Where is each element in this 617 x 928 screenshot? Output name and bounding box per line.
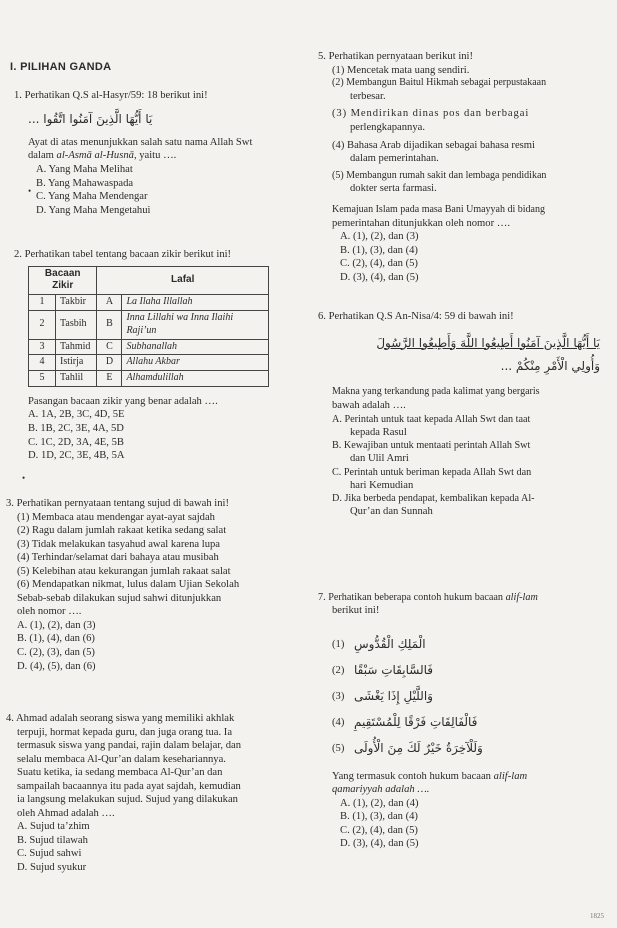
- q3-item-3: (3) Tidak melakukan tasyahud awal karena lupa: [17, 538, 220, 550]
- q3-item-4: (4) Terhindar/selamat dari bahaya atau musibah: [17, 552, 219, 564]
- q3-question-line2: oleh nomor ….: [17, 606, 82, 618]
- q7-item-arabic: فَالْفَالِقَاتِ فَرْقًا لِلْمُسْتَقِيمِ: [354, 714, 478, 729]
- question-2: [14, 248, 299, 463]
- q4-line-8: oleh Ahmad adalah ….: [17, 807, 115, 819]
- q4-line-1: 4. Ahmad adalah seorang siswa yang memiliki akhlak: [6, 713, 235, 724]
- q3-stem: 3. Perhatikan pernyataan tentang sujud di bawah ini!: [6, 498, 229, 509]
- row-name: Tasbih: [56, 310, 97, 339]
- table-row: [29, 310, 269, 339]
- q4-line-5: Suatu ketika, ia sedang membaca Al-Qur’an dan: [17, 767, 223, 779]
- q7-item: [332, 632, 614, 658]
- q2-option-c[interactable]: C. 1C, 2D, 3A, 4E, 5B: [28, 436, 124, 448]
- q1-line1: Ayat di atas menunjukkan salah satu nama Allah Swt: [28, 136, 253, 148]
- question-5: [318, 50, 614, 285]
- q3-item-6: (6) Mendapatkan nikmat, lulus dalam Ujian Sekolah: [17, 579, 240, 591]
- q4-line-6: sampailah bacaannya itu pada ayat sajdah, kemudian: [17, 780, 241, 792]
- q5-item-2-cont: terbesar.: [350, 90, 386, 102]
- q1-option-d[interactable]: D. Yang Maha Mengetahui: [36, 204, 151, 216]
- q7-item: [332, 684, 614, 710]
- q4-line-3: termasuk siswa yang pandai, rajin dalam belajar, dan: [17, 740, 242, 752]
- row-no: 2: [29, 310, 56, 339]
- q6-stem: 6. Perhatikan Q.S An-Nisa/4: 59 di bawah ini!: [318, 311, 514, 322]
- table-row: [29, 295, 269, 311]
- q2-question: Pasangan bacaan zikir yang benar adalah ….: [28, 395, 218, 407]
- q7-item-num: (4): [332, 716, 345, 728]
- row-lafal: Allahu Akbar: [122, 355, 269, 371]
- q6-option-b[interactable]: B. Kewajiban untuk mentaati perintah Allah Swt: [332, 440, 531, 452]
- q4-option-c[interactable]: C. Sujud sahwi: [17, 848, 82, 860]
- q1-stem: 1. Perhatikan Q.S al-Hasyr/59: 18 berikut ini!: [14, 90, 208, 101]
- q7-stem-line2: berikut ini!: [332, 605, 380, 617]
- q5-option-d[interactable]: D. (3), (4), dan (5): [340, 271, 419, 283]
- table-header-lafal: Lafal: [97, 266, 269, 295]
- q7-question-line1: Yang termasuk contoh hukum bacaan alif-lam: [332, 770, 528, 782]
- row-name: Tahmid: [56, 339, 97, 355]
- q7-stem-line1: 7. Perhatikan beberapa contoh hukum bacaan alif-lam: [318, 592, 538, 603]
- q7-item-num: (3): [332, 690, 345, 702]
- q3-item-2: (2) Ragu dalam jumlah rakaat ketika sedang salat: [17, 525, 227, 537]
- q4-line-4: selalu membaca Al-Qur’an dalam kesehariannya.: [17, 753, 226, 765]
- q7-item-num: (5): [332, 742, 345, 754]
- q5-option-c[interactable]: C. (2), (4), dan (5): [340, 258, 418, 270]
- q6-option-c-cont: hari Kemudian: [350, 479, 414, 491]
- q1-option-c[interactable]: C. Yang Maha Mendengar: [36, 191, 148, 203]
- zikir-table: [28, 266, 269, 387]
- row-no: 4: [29, 355, 56, 371]
- row-no: 1: [29, 295, 56, 311]
- q3-option-b[interactable]: B. (1), (4), dan (6): [17, 633, 95, 645]
- q7-option-a[interactable]: A. (1), (2), dan (4): [340, 797, 419, 809]
- q5-item-5: (5) Membangun rumah sakit dan lembaga pendidikan: [332, 169, 547, 181]
- page-corner-number: 1825: [590, 912, 604, 920]
- q1-option-a[interactable]: A. Yang Maha Melihat: [36, 164, 133, 175]
- q1-option-b[interactable]: B. Yang Mahawaspada: [36, 177, 134, 189]
- q7-item-arabic: الْمَلِكِ الْقُدُّوسِ: [354, 636, 426, 651]
- row-lafal: La Ilaha Illallah: [122, 295, 269, 311]
- q7-item-arabic: وَلَلْآخِرَةُ خَيْرٌ لَكَ مِنَ الْأُولَى: [354, 740, 483, 755]
- q5-item-3: (3) Mendirikan dinas pos dan berbagai: [332, 108, 530, 120]
- q3-option-d[interactable]: D. (4), (5), dan (6): [17, 660, 96, 672]
- q7-item-num: (1): [332, 638, 345, 650]
- question-4: [6, 712, 298, 875]
- q2-stem: 2. Perhatikan tabel tentang bacaan zikir berikut ini!: [14, 249, 232, 260]
- q5-option-b[interactable]: B. (1), (3), dan (4): [340, 244, 418, 256]
- table-row: [29, 339, 269, 355]
- q6-option-b-cont: dan Ulil Amri: [350, 453, 409, 465]
- q6-arabic-line1: يَا أَيُّهَا الَّذِينَ آمَنُوا أَطِيعُوا اللَّهَ وَأَطِيعُوا الرَّسُولَ: [376, 335, 600, 350]
- q5-question-line2: pemerintahan ditunjukkan oleh nomor ….: [332, 217, 510, 229]
- q4-line-2: terpuji, hormat kepada guru, dan juga orang tua. Ia: [17, 726, 233, 738]
- q5-question-line1: Kemajuan Islam pada masa Bani Umayyah di bidang: [332, 203, 545, 215]
- q3-question-line1: Sebab-sebab dilakukan sujud sahwi ditunjukkan: [17, 592, 222, 604]
- q7-item: [332, 658, 614, 684]
- row-no: 3: [29, 339, 56, 355]
- q7-item: [332, 710, 614, 736]
- row-name: Istirja: [56, 355, 97, 371]
- row-name: Tahlil: [56, 371, 97, 387]
- q1-arabic: يَا أَيُّهَا الَّذِينَ آمَنُوا اتَّقُوا ...: [28, 111, 153, 126]
- q5-item-2: (2) Membangun Baitul Hikmah sebagai perpustakaan: [332, 77, 547, 89]
- row-letter: C: [97, 339, 122, 355]
- q7-option-c[interactable]: C. (2), (4), dan (5): [340, 824, 418, 836]
- q1-line2: dalam al-Asmā al-Husnā, yaitu ….: [28, 150, 177, 162]
- q6-option-a-cont: kepada Rasul: [350, 426, 407, 438]
- q5-item-4: (4) Bahasa Arab dijadikan sebagai bahasa resmi: [332, 139, 535, 151]
- q3-item-5: (5) Kelebihan atau kekurangan jumlah rakaat salat: [17, 565, 231, 577]
- q5-option-a[interactable]: A. (1), (2), dan (3): [340, 231, 419, 243]
- row-lafal: Alhamdulillah: [122, 371, 269, 387]
- row-letter: D: [97, 355, 122, 371]
- q2-option-a[interactable]: A. 1A, 2B, 3C, 4D, 5E: [28, 409, 125, 421]
- q5-item-1: (1) Mencetak mata uang sendiri.: [332, 64, 470, 76]
- table-row: [29, 355, 269, 371]
- q6-option-d-cont: Qur’an dan Sunnah: [350, 506, 433, 518]
- row-lafal: Subhanallah: [122, 339, 269, 355]
- q5-item-5-cont: dokter serta farmasi.: [350, 183, 437, 195]
- table-header-bacaan: Bacaan Zikir: [29, 266, 97, 295]
- q5-stem: 5. Perhatikan pernyataan berikut ini!: [318, 51, 474, 62]
- q3-item-1: (1) Membaca atau mendengar ayat-ayat sajdah: [17, 511, 215, 523]
- row-name: Takbir: [56, 295, 97, 311]
- question-7: [318, 591, 614, 851]
- q2-option-d[interactable]: D. 1D, 2C, 3E, 4B, 5A: [28, 450, 125, 462]
- q7-option-d[interactable]: D. (3), (4), dan (5): [340, 838, 419, 850]
- q6-option-d[interactable]: D. Jika berbeda pendapat, kembalikan kepada Al-: [332, 493, 535, 505]
- q6-option-a[interactable]: A. Perintah untuk taat kepada Allah Swt dan taat: [332, 413, 531, 425]
- question-3: [6, 497, 298, 673]
- q3-option-a[interactable]: A. (1), (2), dan (3): [17, 619, 96, 631]
- q4-option-b[interactable]: B. Sujud tilawah: [17, 834, 88, 846]
- answer-mark-q1: •: [28, 186, 32, 196]
- table-row: [29, 371, 269, 387]
- q6-question-line1: Makna yang terkandung pada kalimat yang bergaris: [332, 386, 540, 398]
- q5-item-4-cont: dalam pemerintahan.: [350, 153, 439, 165]
- row-letter: A: [97, 295, 122, 311]
- q7-item-arabic: فَالسَّابِقَاتِ سَبْقًا: [354, 662, 433, 677]
- q4-option-d[interactable]: D. Sujud syukur: [17, 862, 87, 874]
- row-letter: B: [97, 310, 122, 339]
- section-title: I. PILIHAN GANDA: [10, 61, 112, 73]
- q7-items: [318, 632, 614, 762]
- q6-option-c[interactable]: C. Perintah untuk beriman kepada Allah Swt dan: [332, 466, 532, 478]
- q7-item-arabic: وَاللَّيْلِ إِذَا يَغْشَى: [354, 688, 433, 703]
- q3-option-c[interactable]: C. (2), (3), dan (5): [17, 647, 95, 659]
- q6-question-line2: bawah adalah ….: [332, 400, 406, 412]
- row-lafal: Inna Lillahi wa Inna Ilaihi Raji’un: [122, 310, 269, 339]
- q4-line-7: ia langsung melakukan sujud. Sujud yang dilakukan: [17, 794, 238, 806]
- q4-option-a[interactable]: A. Sujud ta’zhim: [17, 821, 90, 833]
- row-no: 5: [29, 371, 56, 387]
- q7-question-line2: qamariyyah adalah ….: [332, 784, 430, 796]
- question-1: [14, 89, 294, 217]
- q5-item-3-cont: perlengkapannya.: [350, 121, 426, 133]
- q7-item: [332, 736, 614, 762]
- q6-arabic-line2: وَأُولِي الْأَمْرِ مِنْكُمْ ...: [500, 358, 600, 373]
- question-6: [318, 310, 614, 519]
- q7-option-b[interactable]: B. (1), (3), dan (4): [340, 811, 418, 823]
- q2-option-b[interactable]: B. 1B, 2C, 3E, 4A, 5D: [28, 423, 124, 435]
- q7-item-num: (2): [332, 664, 345, 676]
- row-letter: E: [97, 371, 122, 387]
- answer-mark-q2: •: [22, 473, 26, 483]
